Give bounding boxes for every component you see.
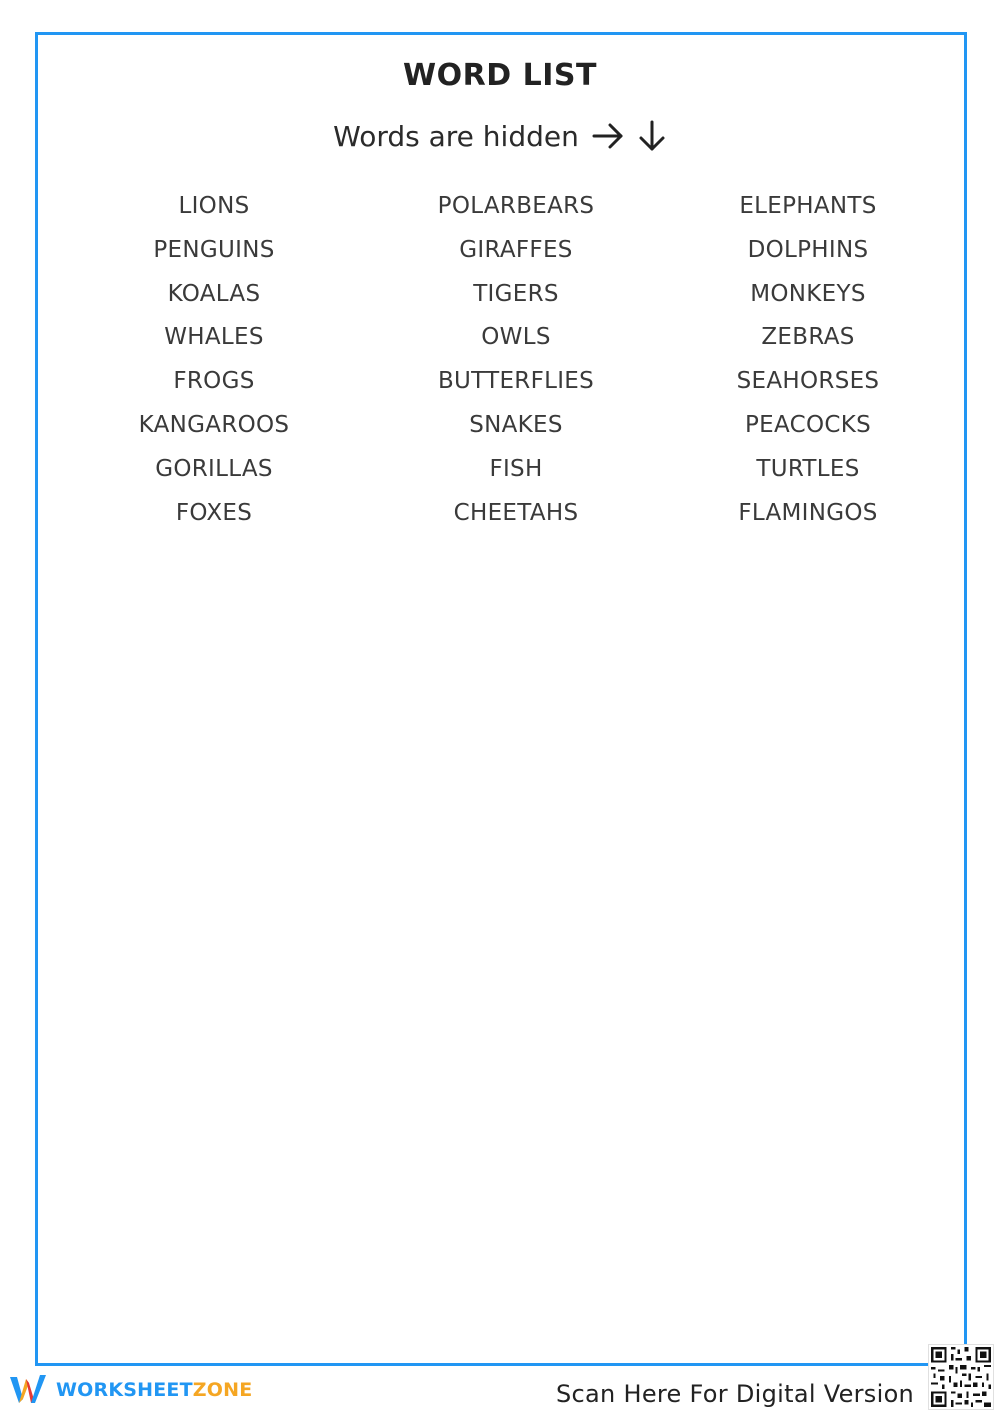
word-item: GORILLAS [155, 455, 273, 482]
subtitle-text: Words are hidden [333, 119, 579, 153]
scan-caption: Scan Here For Digital Version [556, 1380, 915, 1408]
word-item: BUTTERFLIES [437, 368, 595, 395]
word-item: TIGERS [473, 280, 559, 307]
word-item: LIONS [178, 193, 250, 219]
word-item: FROGS [173, 368, 255, 395]
brand-name: WORKSHEETZONE [56, 1379, 253, 1401]
word-column-2 [366, 186, 666, 536]
word-item: SEAHORSES [736, 368, 880, 395]
word-item: GIRAFFES [459, 236, 573, 263]
worksheetzone-logo[interactable] [8, 1373, 252, 1407]
word-item: WHALES [164, 324, 264, 351]
word-item: MONKEYS [750, 280, 866, 307]
word-column-1 [64, 186, 364, 536]
word-item: TURTLES [756, 455, 860, 482]
w-logo-icon [8, 1373, 50, 1407]
word-item: DOLPHINS [747, 236, 869, 263]
word-item: PENGUINS [153, 236, 275, 263]
word-item: PEACOCKS [744, 411, 872, 438]
word-item: ZEBRAS [761, 324, 855, 351]
arrow-down-icon [637, 119, 667, 153]
qr-code-icon[interactable] [928, 1344, 994, 1410]
word-item: ELEPHANTS [739, 193, 877, 219]
word-item: FLAMINGOS [738, 499, 878, 526]
subtitle-row [0, 119, 1000, 153]
word-item: CHEETAHS [453, 499, 579, 526]
word-item: OWLS [481, 324, 551, 351]
word-item: FOXES [175, 499, 253, 526]
word-item: KANGAROOS [138, 411, 290, 438]
word-column-3 [658, 186, 958, 536]
word-item: FISH [489, 455, 543, 482]
page-title: WORD LIST [403, 58, 597, 93]
word-item: KOALAS [167, 280, 261, 307]
word-item: SNAKES [469, 411, 563, 438]
word-item: POLARBEARS [437, 193, 595, 219]
arrow-right-icon [591, 121, 625, 151]
